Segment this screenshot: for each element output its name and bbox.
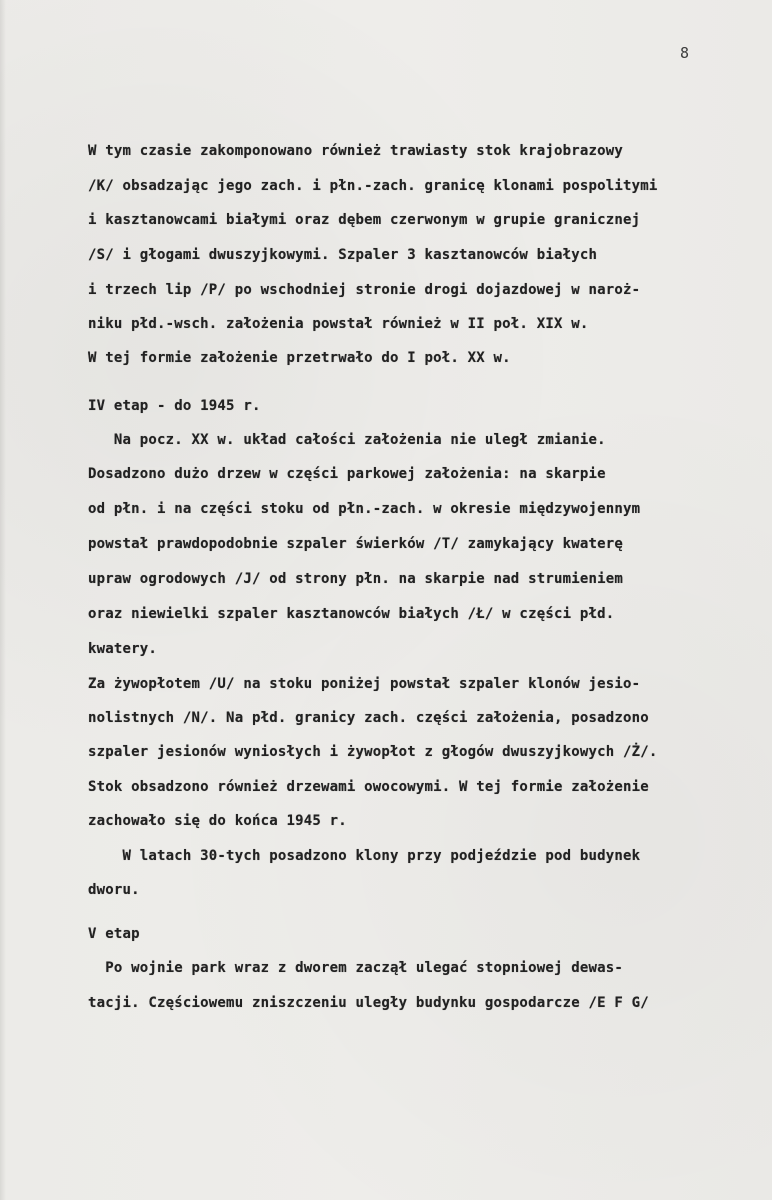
page-number: 8 [680,44,690,62]
text-line-20: zachowało się do końca 1945 r. [88,813,347,829]
text-line-11: od płn. i na części stoku od płn.-zach. w okresie międzywojennym [88,501,641,517]
text-line-2: /K/ obsadzając jego zach. i płn.-zach. granicę klonami pospolitymi [88,178,658,194]
text-line-10: Dosadzono dużo drzew w części parkowej założenia: na skarpie [88,466,606,482]
section-heading-iv: IV etap - do 1945 r. [88,398,261,414]
text-line-21: W latach 30-tych posadzono klony przy podjeździe pod budynek [88,848,641,864]
text-line-16: Za żywopłotem /U/ na stoku poniżej powstał szpaler klonów jesio- [88,676,641,692]
text-line-6: niku płd.-wsch. założenia powstał również w II poł. XIX w. [88,316,589,332]
text-line-7: W tej formie założenie przetrwało do I poł. XX w. [88,350,511,366]
text-line-15: kwatery. [88,641,158,657]
text-line-24: Po wojnie park wraz z dworem zaczął ulegać stopniowej dewas- [88,960,623,976]
text-line-12: powstał prawdopodobnie szpaler świerków /T/ zamykający kwaterę [88,536,623,552]
text-line-4: /S/ i głogami dwuszyjkowymi. Szpaler 3 kasztanowców białych [88,247,598,263]
text-line-19: Stok obsadzono również drzewami owocowymi. W tej formie założenie [88,779,649,795]
text-line-1: W tym czasie zakomponowano również trawiasty stok krajobrazowy [88,143,623,159]
section-heading-v: V etap [88,926,140,942]
text-line-17: nolistnych /N/. Na płd. granicy zach. części założenia, posadzono [88,710,649,726]
text-line-14: oraz niewielki szpaler kasztanowców białych /Ł/ w części płd. [88,606,615,622]
text-line-5: i trzech lip /P/ po wschodniej stronie drogi dojazdowej w naroż- [88,282,641,298]
text-line-9: Na pocz. XX w. układ całości założenia nie uległ zmianie. [88,432,606,448]
text-line-22: dworu. [88,882,140,898]
text-line-25: tacji. Częściowemu zniszczeniu uległy budynku gospodarcze /E F G/ [88,995,649,1011]
text-line-3: i kasztanowcami białymi oraz dębem czerwonym w grupie granicznej [88,212,641,228]
text-line-18: szpaler jesionów wyniosłych i żywopłot z głogów dwuszyjkowych /Ż/. [88,744,658,760]
text-line-13: upraw ogrodowych /J/ od strony płn. na skarpie nad strumieniem [88,571,623,587]
